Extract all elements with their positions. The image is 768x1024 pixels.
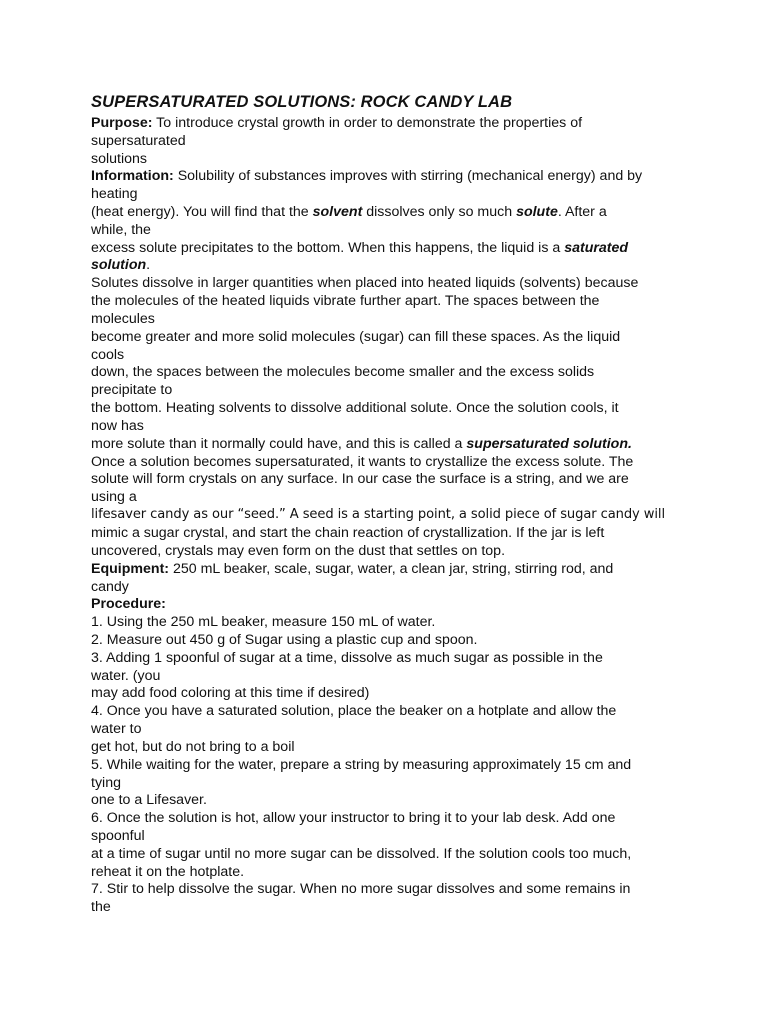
text-span: . After a xyxy=(557,204,607,220)
procedure-step: 6. Once the solution is hot, allow your instructor to bring it to your lab desk. Add one xyxy=(91,810,616,826)
text-line: the bottom. Heating solvents to dissolve additional solute. Once the solution cools, it xyxy=(91,400,619,416)
information-label: Information: xyxy=(91,168,174,184)
text-line: at a time of sugar until no more sugar can be dissolved. If the solution cools too much, xyxy=(91,846,632,862)
purpose-text: To introduce crystal growth in order to demonstrate the properties of xyxy=(152,115,583,131)
text-line: the xyxy=(91,899,111,915)
text-line: solute will form crystals on any surface. In our case the surface is a string, and we are xyxy=(91,471,629,487)
text-line xyxy=(91,435,632,453)
text-line: may add food coloring at this time if desired) xyxy=(91,685,370,701)
procedure-step: 1. Using the 250 mL beaker, measure 150 mL of water. xyxy=(91,614,436,630)
text-line: using a xyxy=(91,489,137,505)
procedure-step: 3. Adding 1 spoonful of sugar at a time, dissolve as much sugar as possible in the xyxy=(91,650,603,666)
text-span: excess solute precipitates to the bottom. When this happens, the liquid is a xyxy=(91,240,565,256)
text-line: heating xyxy=(91,186,138,202)
text-span: dissolves only so much xyxy=(362,204,517,220)
term-saturated: saturated xyxy=(564,240,629,256)
purpose-label: Purpose: xyxy=(91,115,153,131)
procedure-step: 2. Measure out 450 g of Sugar using a plastic cup and spoon. xyxy=(91,632,478,648)
text-span: (heat energy). You will find that the xyxy=(91,204,313,220)
text-line: become greater and more solid molecules (sugar) can fill these spaces. As the liquid xyxy=(91,329,621,345)
text-line: get hot, but do not bring to a boil xyxy=(91,739,295,755)
procedure-step: 5. While waiting for the water, prepare a string by measuring approximately 15 cm and xyxy=(91,757,632,773)
text-line: Solutes dissolve in larger quantities when placed into heated liquids (solvents) because xyxy=(91,275,639,291)
procedure-step: 7. Stir to help dissolve the sugar. When no more sugar dissolves and some remains in xyxy=(91,881,631,897)
text-line: cools xyxy=(91,347,125,363)
text-line: one to a Lifesaver. xyxy=(91,792,207,808)
text-line: down, the spaces between the molecules become smaller and the excess solids xyxy=(91,364,595,380)
text-span: more solute than it normally could have, and this is called a xyxy=(91,436,467,452)
document-title: SUPERSATURATED SOLUTIONS: ROCK CANDY LAB xyxy=(91,93,513,111)
equipment-label: Equipment: xyxy=(91,561,170,577)
text-line: tying xyxy=(91,775,121,791)
information-line xyxy=(91,167,642,185)
text-line: spoonful xyxy=(91,828,145,844)
procedure-label: Procedure: xyxy=(91,596,166,612)
text-line xyxy=(91,256,150,274)
term-solution: solution xyxy=(91,257,147,273)
text-line: water. (you xyxy=(91,668,161,684)
text-line: supersaturated xyxy=(91,133,186,149)
term-solute: solute xyxy=(516,204,558,220)
equipment-line xyxy=(91,560,613,578)
equipment-text: 250 mL beaker, scale, sugar, water, a clean jar, string, stirring rod, and xyxy=(169,561,614,577)
text-line: solutions xyxy=(91,151,147,167)
text-line: now has xyxy=(91,418,144,434)
text-line: while, the xyxy=(91,222,151,238)
text-line: lifesaver candy as our “seed.” A seed is a starting point, a solid piece of sugar candy will xyxy=(91,507,665,522)
procedure-step: 4. Once you have a saturated solution, place the beaker on a hotplate and allow the xyxy=(91,703,617,719)
text-line: uncovered, crystals may even form on the dust that settles on top. xyxy=(91,543,506,559)
text-line: water to xyxy=(91,721,142,737)
text-line: precipitate to xyxy=(91,382,173,398)
text-span: . xyxy=(146,257,151,273)
text-line: molecules xyxy=(91,311,155,327)
term-solvent: solvent xyxy=(312,204,363,220)
purpose-line xyxy=(91,114,582,132)
text-line: reheat it on the hotplate. xyxy=(91,864,245,880)
term-supersaturated-solution: supersaturated solution. xyxy=(466,436,632,452)
text-line xyxy=(91,239,628,257)
text-line: candy xyxy=(91,579,129,595)
text-line: Once a solution becomes supersaturated, it wants to crystallize the excess solute. The xyxy=(91,454,634,470)
text-line: the molecules of the heated liquids vibrate further apart. The spaces between the xyxy=(91,293,600,309)
text-line xyxy=(91,203,607,221)
information-text: Solubility of substances improves with stirring (mechanical energy) and by xyxy=(173,168,643,184)
text-line: mimic a sugar crystal, and start the chain reaction of crystallization. If the jar is left xyxy=(91,525,605,541)
